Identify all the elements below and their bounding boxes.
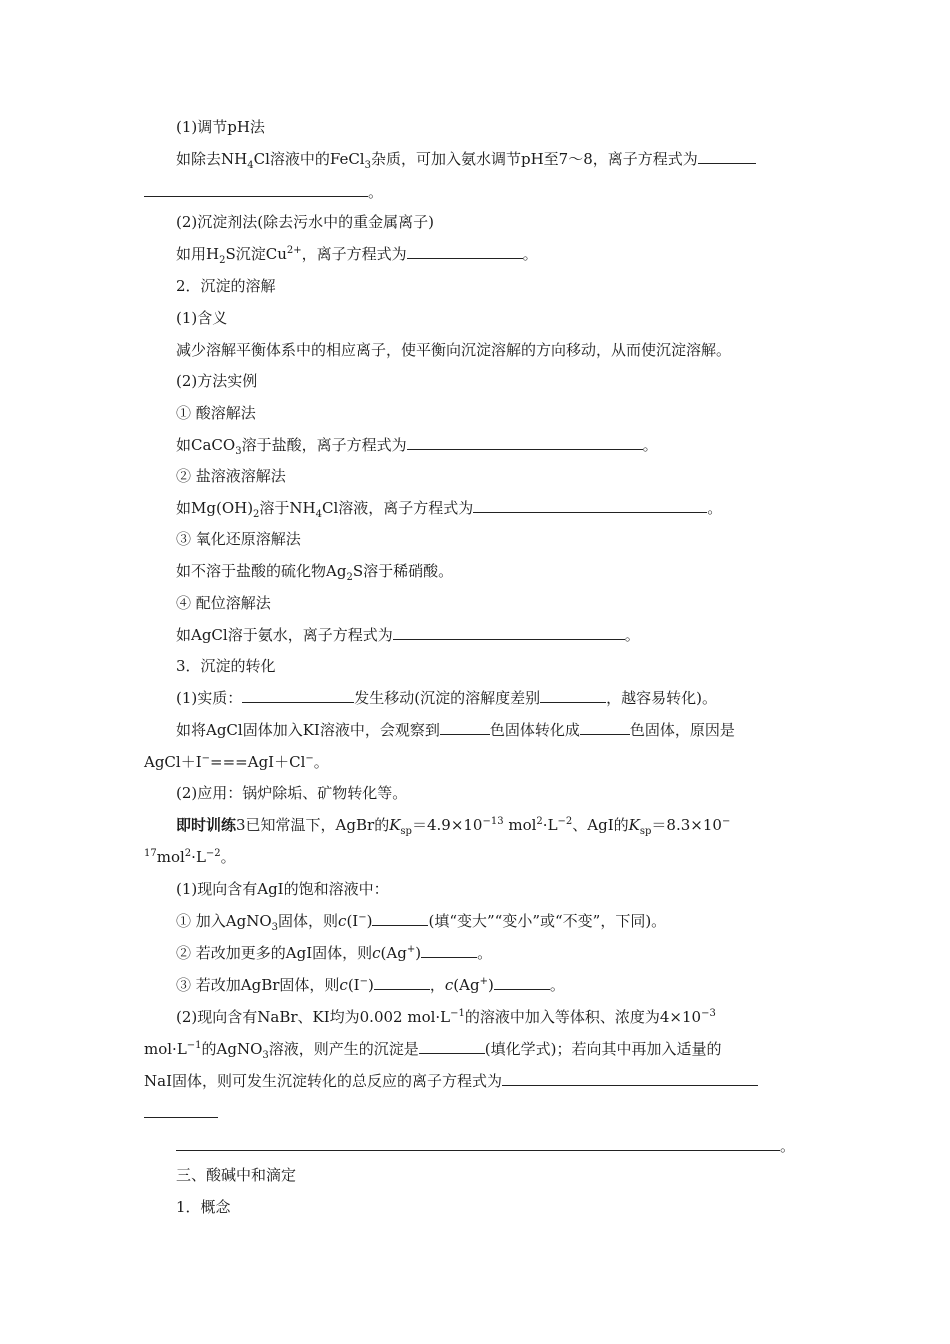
text: ) (487, 976, 494, 994)
heading-redox-method: ③ 氧化还原溶解法 (176, 530, 301, 548)
heading-examples: (2)方法实例 (176, 372, 258, 390)
text: c (339, 976, 348, 994)
superscript: − (358, 912, 367, 923)
subscript: 3 (364, 160, 371, 171)
text: (填化学式)；若向其中再加入适量的 (484, 1040, 722, 1058)
answer-blank[interactable] (698, 149, 756, 164)
paragraph-h2s (176, 244, 538, 264)
superscript: + (479, 976, 488, 987)
superscript: − (721, 816, 731, 827)
section-titration: 三、酸碱中和滴定 (176, 1166, 297, 1184)
text: S沉淀Cu (225, 245, 287, 263)
answer-blank[interactable] (176, 1136, 780, 1151)
answer-blank[interactable] (393, 625, 625, 640)
text: 。 (477, 944, 493, 962)
paragraph-essence (176, 688, 717, 708)
text: ① 加入AgNO (176, 912, 272, 930)
paragraph-agcl-ammonia (176, 625, 640, 645)
practice-label: 即时训练 (176, 816, 237, 834)
subscript: 3 (235, 446, 242, 457)
text: S溶于稀硝酸。 (352, 562, 454, 580)
text: ) (415, 944, 422, 962)
text: Cl溶液，离子方程式为 (322, 499, 474, 517)
text: 溶于盐酸，离子方程式为 (241, 436, 407, 454)
subscript: sp (639, 826, 652, 837)
question-1: (1)现向含有AgI的饱和溶液中： (176, 880, 389, 898)
subscript: 2 (346, 572, 353, 583)
text: ＝8.3×10 (651, 816, 722, 834)
superscript: −3 (701, 1008, 716, 1019)
text: AgCl＋I (144, 753, 202, 771)
question-2-cont (144, 1039, 722, 1059)
text: 如AgCl溶于氨水，离子方程式为 (176, 626, 393, 644)
text: 如将AgCl固体加入KI溶液中，会观察到 (176, 721, 440, 739)
answer-blank[interactable] (580, 720, 630, 735)
answer-blank[interactable] (242, 688, 354, 703)
text: 的溶液中加入等体积、浓度为4×10 (464, 1008, 702, 1026)
subscript: 3 (262, 1050, 269, 1061)
text: 如CaCO (176, 436, 236, 454)
text: K (389, 816, 401, 834)
paragraph-caco3 (176, 435, 658, 455)
text: 。 (522, 245, 538, 263)
text: 如用H (176, 245, 220, 263)
text: ·L (191, 848, 206, 866)
question-1-2 (176, 943, 492, 963)
text: ③ 若改加AgBr固体，则 (176, 976, 340, 994)
text: mol·L (144, 1040, 187, 1058)
paragraph-fecl3-removal (176, 149, 756, 169)
text: 。 (220, 848, 236, 866)
answer-blank[interactable] (144, 1103, 218, 1118)
practice-intro (176, 815, 730, 835)
paragraph-meaning: 减少溶解平衡体系中的相应离子，使平衡向沉淀溶解的方向移动，从而使沉淀溶解。 (176, 341, 732, 359)
subscript: sp (400, 826, 412, 837)
text: 发生移动(沉淀的溶解度差别 (354, 689, 541, 707)
answer-blank[interactable] (144, 182, 368, 197)
heading-dissolution: 2．沉淀的溶解 (176, 277, 276, 295)
text: c (338, 912, 347, 930)
text: (填“变大”“变小”或“不变”，下同)。 (428, 912, 667, 930)
superscript: 2 (536, 816, 543, 827)
text: mol (503, 816, 537, 834)
superscript: 2 (184, 848, 192, 859)
equation-agcl-agi (144, 752, 329, 772)
heading-coordination-method: ④ 配位溶解法 (176, 594, 271, 612)
text: ，离子方程式为 (301, 245, 407, 263)
text: 溶于NH (259, 499, 316, 517)
question-2 (176, 1007, 716, 1027)
text: NaI固体，则可发生沉淀转化的总反应的离子方程式为 (144, 1072, 502, 1090)
text: ) (367, 976, 374, 994)
text: ② 若改加更多的AgI固体，则 (176, 944, 373, 962)
superscript: − (359, 976, 368, 987)
subscript: 4 (247, 160, 254, 171)
superscript: −1 (186, 1040, 202, 1051)
text: 如除去NH (176, 150, 248, 168)
text: ) (366, 912, 373, 930)
superscript: −13 (482, 816, 504, 827)
superscript: + (406, 944, 416, 955)
answer-line (144, 182, 383, 202)
text: K (628, 816, 640, 834)
subscript: 4 (315, 509, 323, 520)
text: ， (429, 976, 445, 994)
heading-precipitant-method: (2)沉淀剂法(除去污水中的重金属离子) (176, 213, 434, 231)
text: ·L (542, 816, 558, 834)
heading-salt-method: ② 盐溶液溶解法 (176, 467, 286, 485)
text: (I (346, 912, 359, 930)
text: 。 (780, 1137, 796, 1155)
subscript: 2 (253, 509, 260, 520)
text: mol (156, 848, 185, 866)
heading-ph-method: (1)调节pH法 (176, 118, 265, 136)
question-1-1 (176, 911, 666, 931)
answer-blank[interactable] (419, 1039, 485, 1054)
paragraph-ag2s (176, 561, 453, 581)
text: 的AgNO (201, 1040, 263, 1058)
paragraph-agcl-ki (176, 720, 735, 740)
superscript: 2+ (286, 245, 302, 256)
answer-line (144, 1103, 218, 1123)
text: (I (347, 976, 360, 994)
text: 。 (624, 626, 640, 644)
text: ，越容易转化)。 (606, 689, 717, 707)
text: 3已知常温下，AgBr的 (236, 816, 390, 834)
paragraph-application: (2)应用：锅炉除垢、矿物转化等。 (176, 784, 408, 802)
answer-blank[interactable] (407, 435, 643, 450)
practice-intro-cont (144, 847, 236, 867)
text: (2)现向含有NaBr、KI均为0.002 mol·L (176, 1008, 451, 1026)
heading-conversion: 3．沉淀的转化 (176, 657, 276, 675)
question-2-cont2 (144, 1071, 758, 1091)
text: (Ag (453, 976, 480, 994)
subscript: 3 (271, 922, 279, 933)
text: 色固体转化成 (489, 721, 580, 739)
answer-line (176, 1136, 795, 1156)
heading-concept: 1．概念 (176, 1198, 231, 1216)
heading-meaning: (1)含义 (176, 309, 228, 327)
answer-blank[interactable] (372, 911, 428, 926)
text: 、AgI的 (572, 816, 629, 834)
superscript: − (305, 753, 314, 764)
text: ===AgI＋Cl (210, 753, 306, 771)
superscript: 17 (144, 848, 157, 859)
answer-blank[interactable] (540, 688, 606, 703)
question-1-3 (176, 975, 565, 995)
text: 固体，则 (278, 912, 339, 930)
text: 。 (642, 436, 658, 454)
answer-blank[interactable] (473, 498, 707, 513)
text: 。 (549, 976, 565, 994)
text: 。 (707, 499, 723, 517)
text: (Ag (380, 944, 407, 962)
text: 如Mg(OH) (176, 499, 254, 517)
text: 色固体，原因是 (629, 721, 735, 739)
text: 。 (313, 753, 329, 771)
superscript: − (201, 753, 211, 764)
superscript: −2 (205, 848, 221, 859)
superscript: −1 (450, 1008, 465, 1019)
text: (1)实质： (176, 689, 243, 707)
subscript: 2 (219, 255, 226, 266)
text: c (372, 944, 381, 962)
text: Cl溶液中的FeCl (253, 150, 365, 168)
text: 溶液，则产生的沉淀是 (268, 1040, 419, 1058)
heading-acid-method: ① 酸溶解法 (176, 404, 256, 422)
answer-blank[interactable] (494, 975, 550, 990)
answer-blank[interactable] (407, 244, 523, 259)
text: ＝4.9×10 (411, 816, 483, 834)
text: 如不溶于盐酸的硫化物Ag (176, 562, 347, 580)
text: 杂质，可加入氨水调节pH至7～8，离子方程式为 (370, 150, 698, 168)
answer-blank[interactable] (502, 1071, 758, 1086)
text: c (444, 976, 454, 994)
superscript: −2 (557, 816, 573, 827)
text: 。 (368, 183, 384, 201)
answer-blank[interactable] (440, 720, 490, 735)
answer-blank[interactable] (421, 943, 477, 958)
paragraph-mgoh2 (176, 498, 722, 518)
answer-blank[interactable] (374, 975, 430, 990)
